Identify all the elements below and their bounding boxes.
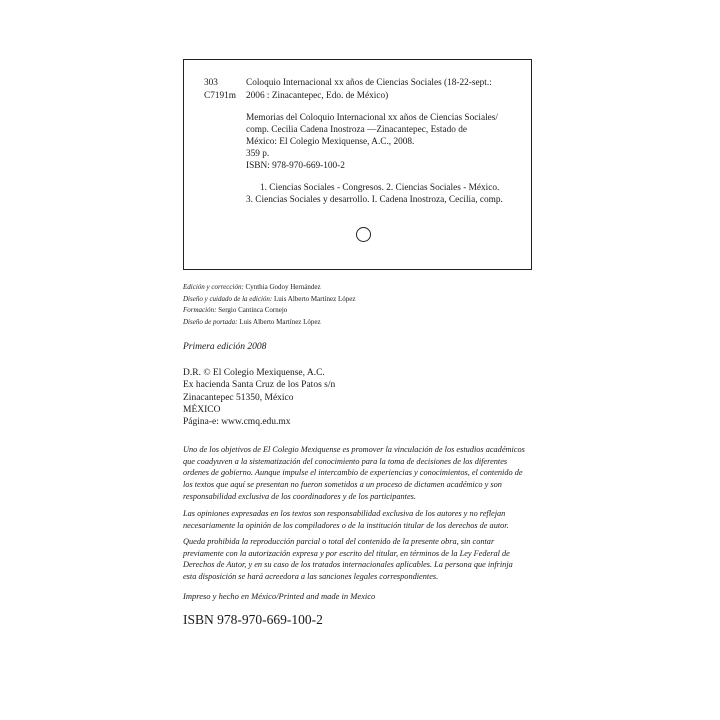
legal-line: Derechos de Autor, y en su caso de los tratados internacionales aplicables. La persona que infrinja [183,560,513,570]
call-number-line-2: C7191m [204,91,237,101]
credits [183,282,355,328]
catalog-heading-line-2: 2006 : Zinacantepec, Edo. de México) [246,91,389,101]
legal-line: responsabilidad exclusiva de los coordinadores y de los participantes. [183,491,416,501]
publisher-address [183,367,335,428]
catalog-description-line-3: México: El Colegio Mexiquense, A.C., 2008. [246,137,415,147]
catalog-subjects-line-2: 3. Ciencias Sociales y desarrollo. I. Cadena Inostroza, Cecilia, comp. [246,195,503,205]
catalog-description-line-1: Memorias del Coloquio Internacional xx años de Ciencias Sociales/ [246,113,498,123]
call-number-line-1: 303 [204,78,218,88]
credit-row [183,317,355,329]
catalog-description-line-2: comp. Cecilia Cadena Inostroza —Zinacantepec, Estado de [246,125,467,135]
card-hole-circle [356,227,371,242]
credit-row [183,282,355,294]
publisher-line: Zinacantepec 51350, México [183,392,294,403]
legal-line: previamente con la autorización expresa y por escrito del titular, en términos de la Ley Federal de [183,548,510,558]
printed-in-line: Impreso y hecho en México/Printed and made in Mexico [183,591,376,601]
credit-row [183,305,355,317]
catalog-heading-line-1: Coloquio Internacional xx años de Ciencias Sociales (18-22-sept.: [246,78,492,88]
legal-line: esta disposición se hará acreedora a las sanciones legales correspondientes. [183,572,439,582]
legal-line: que coadyuven a la sistematización del conocimiento para la toma de decisiones de los diferentes [183,456,508,466]
legal-paragraph-3 [183,536,543,583]
credit-label: Diseño y cuidado de la edición: [183,294,273,303]
legal-paragraph-1 [183,444,543,503]
isbn: ISBN 978-970-669-100-2 [183,612,323,627]
publisher-web: Página-e: www.cmq.edu.mx [183,417,291,428]
legal-line: necesariamente la opinión de los compiladores o de la institución titular de los derechos de autor. [183,520,509,530]
edition-line: Primera edición 2008 [183,342,267,352]
publisher-line: Ex hacienda Santa Cruz de los Patos s/n [183,380,336,391]
publisher-line: D.R. © El Colegio Mexiquense, A.C. [183,368,325,378]
publisher-line: MÉXICO [183,404,221,415]
credit-value: Cynthia Godoy Hernández [245,283,321,291]
catalog-subjects-line-1: 1. Ciencias Sociales - Congresos. 2. Ciencias Sociales - México. [260,183,500,193]
catalog-card [183,59,532,270]
credit-value: Luis Alberto Martínez López [273,294,356,303]
credit-value: Luis Alberto Martínez López [239,317,321,326]
legal-paragraph-2 [183,508,543,531]
credit-row [183,294,355,306]
catalog-description-line-5: ISBN: 978-970-669-100-2 [246,161,345,171]
legal-line: Las opiniones expresadas en los textos son responsabilidad exclusiva de los autores y no reflejan [183,509,506,518]
legal-line: los textos que aquí se presentan no fueron sometidos a un proceso de dictamen académico y son [183,480,502,490]
catalog-description-line-4: 359 p. [246,149,270,159]
legal-line: ordenes de gobierno. Aunque impulse el intercambio de experiencias y conocimientos, el contenido de [183,468,523,478]
credit-label: Diseño de portada: [183,317,238,326]
credit-label: Formación: [183,306,217,314]
credit-label: Edición y corrección: [183,283,244,291]
credit-value: Sergio Cantinca Cornejo [218,306,288,314]
legal-line: Uno de los objetivos de El Colegio Mexiquense es promover la vinculación de los estudios académicos [183,445,525,454]
legal-line: Queda prohibida la reproducción parcial o total del contenido de la presente obra, sin contar [183,537,495,546]
